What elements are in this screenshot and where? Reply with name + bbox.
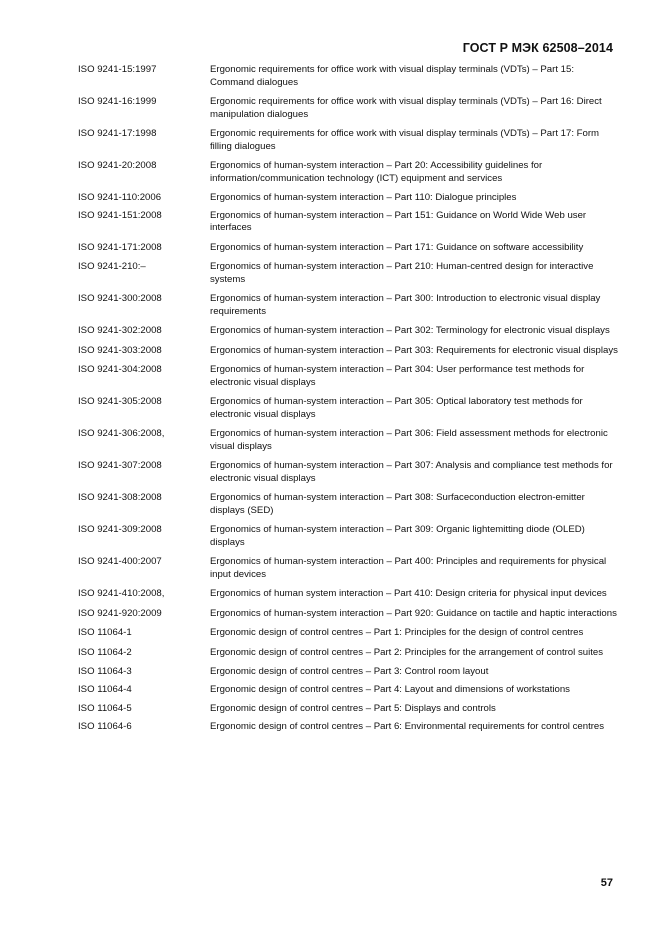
list-item <box>78 666 618 679</box>
standard-title: Ergonomics of human-system interaction – Part 303: Requirements for electronic visual displays <box>210 344 618 356</box>
standard-code: ISO 9241-309:2008 <box>78 524 162 535</box>
list-item <box>78 492 618 517</box>
standard-code: ISO 11064-4 <box>78 683 132 695</box>
standard-code: ISO 11064-5 <box>78 703 132 714</box>
list-item <box>78 721 618 734</box>
standard-code: ISO 9241-302:2008 <box>78 325 162 336</box>
list-item <box>78 524 618 549</box>
standard-title: Ergonomics of human-system interaction – Part 920: Guidance on tactile and haptic interactions <box>210 607 617 619</box>
page-number: 57 <box>600 877 613 889</box>
reference-list <box>78 64 618 740</box>
standard-title: Ergonomics of human-system interaction – Part 309: Organic lightemitting diode (OLED) displays <box>210 524 585 548</box>
list-item <box>78 261 618 286</box>
list-item <box>78 364 618 389</box>
standard-title: Ergonomics of human-system interaction – Part 307: Analysis and compliance test methods for electronic visual displays <box>210 460 613 484</box>
list-item <box>78 460 618 485</box>
standard-code: ISO 9241-920:2009 <box>78 607 162 619</box>
standard-title: Ergonomics of human-system interaction – Part 210: Human-centred design for interactive systems <box>210 261 594 285</box>
list-item <box>78 647 618 660</box>
standard-code: ISO 11064-3 <box>78 666 132 677</box>
list-item <box>78 428 618 453</box>
standard-code: ISO 9241-305:2008 <box>78 396 162 407</box>
standard-code: ISO 9241-20:2008 <box>78 160 157 171</box>
list-item <box>78 345 618 358</box>
standard-title: Ergonomic design of control centres – Part 3: Control room layout <box>210 666 489 677</box>
standard-code: ISO 11064-1 <box>78 627 132 638</box>
list-item <box>78 192 618 205</box>
list-item <box>78 588 618 601</box>
standard-code: ISO 9241-308:2008 <box>78 492 162 503</box>
standard-title: Ergonomics of human-system interaction – Part 151: Guidance on World Wide Web user interfaces <box>210 209 587 233</box>
standard-title: Ergonomic design of control centres – Part 2: Principles for the arrangement of control suites <box>210 646 604 658</box>
standard-code: ISO 9241-15:1997 <box>78 64 157 75</box>
document-header: ГОСТ Р МЭК 62508–2014 <box>462 41 613 55</box>
standard-title: Ergonomics of human-system interaction – Part 306: Field assessment methods for electronic visual displays <box>210 428 608 452</box>
standard-title: Ergonomics of human-system interaction – Part 20: Accessibility guidelines for information/communication technology (ICT) equipment and services <box>210 160 543 184</box>
standard-code: ISO 9241-306:2008, <box>78 428 165 439</box>
standard-title: Ergonomics of human-system interaction – Part 302: Terminology for electronic visual displays <box>210 325 610 336</box>
list-item <box>78 64 618 89</box>
standard-title: Ergonomic requirements for office work with visual display terminals (VDTs) – Part 16: Direct manipulation dialogues <box>210 96 602 120</box>
list-item <box>78 703 618 716</box>
standard-code: ISO 9241-300:2008 <box>78 293 162 304</box>
standard-title: Ergonomics of human-system interaction – Part 400: Principles and requirements for physical input devices <box>210 556 607 580</box>
standard-code: ISO 9241-304:2008 <box>78 364 162 375</box>
standard-code: ISO 9241-171:2008 <box>78 241 162 253</box>
standard-title: Ergonomic requirements for office work with visual display terminals (VDTs) – Part 15: Command dialogues <box>210 64 574 88</box>
list-item <box>78 293 618 318</box>
standard-title: Ergonomic requirements for office work with visual display terminals (VDTs) – Part 17: Form filling dialogues <box>210 128 600 152</box>
standard-title: Ergonomics of human-system interaction – Part 305: Optical laboratory test methods for electronic visual displays <box>210 396 583 420</box>
standard-title: Ergonomics of human-system interaction – Part 171: Guidance on software accessibility <box>210 241 584 253</box>
standard-code: ISO 9241-151:2008 <box>78 209 162 221</box>
standard-title: Ergonomics of human-system interaction – Part 300: Introduction to electronic visual display requirements <box>210 293 601 317</box>
standard-code: ISO 9241-210:– <box>78 261 146 272</box>
list-item <box>78 160 618 185</box>
standard-title: Ergonomics of human-system interaction – Part 110: Dialogue principles <box>210 192 517 203</box>
standard-code: ISO 9241-110:2006 <box>78 192 162 203</box>
standard-title: Ergonomics of human system interaction – Part 410: Design criteria for physical input devices <box>210 588 607 599</box>
standard-title: Ergonomic design of control centres – Part 1: Principles for the design of control centres <box>210 627 584 638</box>
standard-code: ISO 9241-410:2008, <box>78 588 165 599</box>
standard-code: ISO 9241-16:1999 <box>78 96 157 107</box>
list-item <box>78 210 618 235</box>
standard-code: ISO 9241-307:2008 <box>78 460 162 471</box>
standard-code: ISO 11064-2 <box>78 646 132 658</box>
list-item <box>78 396 618 421</box>
standard-title: Ergonomic design of control centres – Part 5: Displays and controls <box>210 703 496 714</box>
list-item <box>78 242 618 255</box>
standard-title: Ergonomics of human-system interaction – Part 308: Surfaceconduction electron-emitter displays (SED) <box>210 492 585 516</box>
list-item <box>78 684 618 697</box>
standard-title: Ergonomic design of control centres – Part 4: Layout and dimensions of workstations <box>210 683 570 695</box>
standard-title: Ergonomic design of control centres – Part 6: Environmental requirements for control centres <box>210 720 605 732</box>
standard-code: ISO 9241-303:2008 <box>78 344 162 356</box>
list-item <box>78 325 618 338</box>
list-item <box>78 627 618 640</box>
list-item <box>78 608 618 621</box>
standard-code: ISO 11064-6 <box>78 720 132 732</box>
list-item <box>78 128 618 153</box>
list-item <box>78 96 618 121</box>
standard-code: ISO 9241-17:1998 <box>78 128 157 139</box>
standard-title: Ergonomics of human-system interaction – Part 304: User performance test methods for electronic visual displays <box>210 364 585 388</box>
list-item <box>78 556 618 581</box>
standard-code: ISO 9241-400:2007 <box>78 556 162 567</box>
